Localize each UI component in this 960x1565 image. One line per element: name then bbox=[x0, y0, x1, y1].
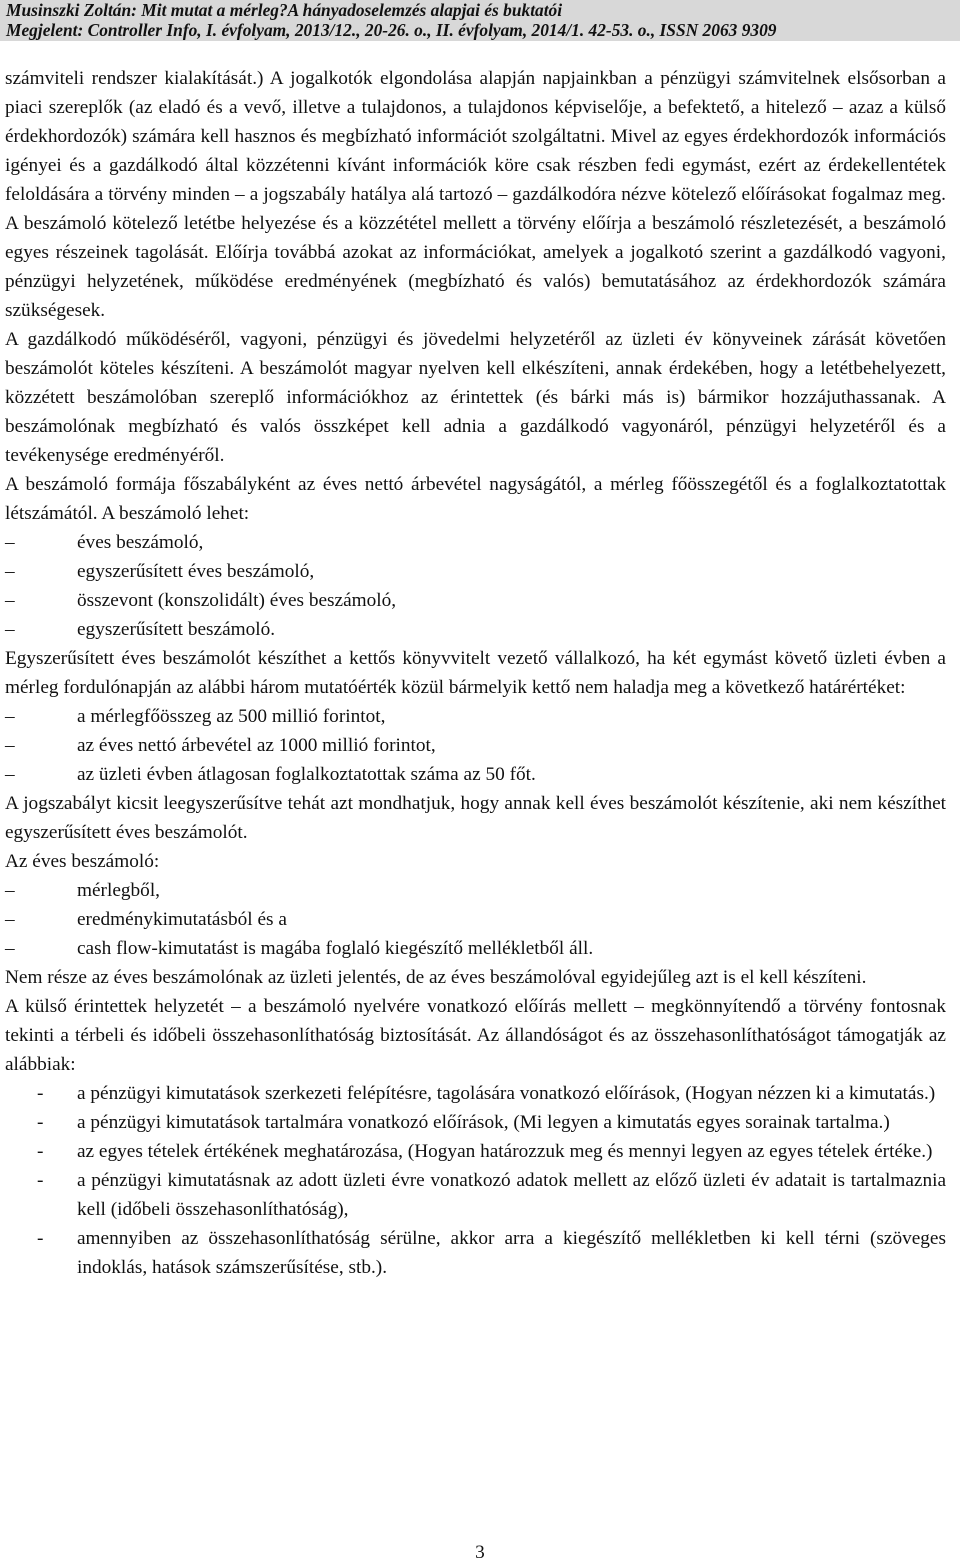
list-item bbox=[5, 731, 946, 760]
hyphen-bullet: - bbox=[37, 1083, 44, 1104]
list-item bbox=[5, 1079, 946, 1108]
list-item-text: a mérlegfőösszeg az 500 millió forintot, bbox=[77, 706, 386, 727]
hyphen-bullet: - bbox=[37, 1228, 44, 1249]
list-item bbox=[5, 1108, 946, 1137]
dash-bullet: – bbox=[5, 880, 15, 901]
list-item bbox=[5, 905, 946, 934]
hyphen-bullet: - bbox=[37, 1112, 44, 1133]
dash-bullet: – bbox=[5, 764, 15, 785]
comparability-list bbox=[5, 1079, 946, 1282]
dash-bullet: – bbox=[5, 706, 15, 727]
list-item-text: éves beszámoló, bbox=[77, 532, 204, 553]
header-citation-title: Musinszki Zoltán: Mit mutat a mérleg?A hányadoselemzés alapjai és buktatói bbox=[6, 0, 563, 20]
list-item bbox=[5, 1137, 946, 1166]
header-citation-publication: Megjelent: Controller Info, I. évfolyam, 2013/12., 20-26. o., II. évfolyam, 2014/1. 42-53. o., ISSN 2063 9309 bbox=[6, 20, 777, 40]
list-item bbox=[5, 760, 946, 789]
paragraph-3: A beszámoló formája főszabályként az éves nettó árbevétel nagyságától, a mérleg főösszegétől és a foglalkoztatottak létszámától. A beszámoló lehet: bbox=[5, 474, 946, 524]
document-body bbox=[5, 64, 946, 1282]
paragraph-2: A gazdálkodó működéséről, vagyoni, pénzügyi és jövedelmi helyzetéről az üzleti év könyveinek zárását követően beszámolót köteles készíteni. A beszámolót magyar nyelven kell elkészíteni, annak érdekében, hogy a letétbehelyezett, közzétett beszámolóban szereplő információkhoz az érintettek (és bárki más is) bármikor hozzájuthassanak. A beszámolónak megbízható és valós összképet kell adnia a gazdálkodó vagyonáról, pénzügyi helyzetéről és a tevékenysége eredményéről. bbox=[5, 329, 946, 466]
page-number: 3 bbox=[475, 1542, 485, 1563]
dash-bullet: – bbox=[5, 619, 15, 640]
hyphen-bullet: - bbox=[37, 1170, 44, 1191]
list-item bbox=[5, 586, 946, 615]
list-item-text: egyszerűsített beszámoló. bbox=[77, 619, 276, 640]
dash-bullet: – bbox=[5, 532, 15, 553]
list-item-text: eredménykimutatásból és a bbox=[77, 909, 287, 930]
list-item bbox=[5, 702, 946, 731]
list-item bbox=[5, 557, 946, 586]
paragraph-5: A jogszabályt kicsit leegyszerűsítve tehát azt mondhatjuk, hogy annak kell éves beszámolót készítenie, aki nem készíthet egyszerűsített éves beszámolót. bbox=[5, 793, 946, 843]
list-item-text: cash flow-kimutatást is magába foglaló kiegészítő mellékletből áll. bbox=[77, 938, 594, 959]
list-item-text: a pénzügyi kimutatásnak az adott üzleti évre vonatkozó adatok mellett az előző üzleti év adatait is tartalmaznia kell (időbeli összehasonlíthatóság), bbox=[77, 1170, 946, 1220]
paragraph-4: Egyszerűsített éves beszámolót készíthet a kettős könyvvitelt vezető vállalkozó, ha két egymást követő üzleti évben a mérleg fordulónapján az alábbi három mutatóérték közül bármelyik kettő nem haladja meg a következő határértéket: bbox=[5, 648, 946, 698]
list-item bbox=[5, 1224, 946, 1282]
list-item bbox=[5, 615, 946, 644]
list-item-text: mérlegből, bbox=[77, 880, 160, 901]
dash-bullet: – bbox=[5, 561, 15, 582]
list-item-text: egyszerűsített éves beszámoló, bbox=[77, 561, 315, 582]
dash-bullet: – bbox=[5, 590, 15, 611]
list-item-text: az üzleti évben átlagosan foglalkoztatottak száma az 50 főt. bbox=[77, 764, 536, 785]
annual-report-parts-list bbox=[5, 876, 946, 963]
paragraph-7: Nem része az éves beszámolónak az üzleti jelentés, de az éves beszámolóval egyidejűleg azt is el kell készíteni. bbox=[5, 967, 867, 988]
list-item-text: az éves nettó árbevétel az 1000 millió forintot, bbox=[77, 735, 436, 756]
dash-bullet: – bbox=[5, 735, 15, 756]
list-item-text: a pénzügyi kimutatások tartalmára vonatkozó előírások, (Mi legyen a kimutatás egyes sorainak tartalma.) bbox=[77, 1112, 890, 1133]
dash-bullet: – bbox=[5, 938, 15, 959]
paragraph-1: számviteli rendszer kialakítását.) A jogalkotók elgondolása alapján napjainkban a pénzügyi számvitelnek elsősorban a piaci szereplők (az eladó és a vevő, illetve a tulajdonos, a tulajdonos képviselője, a befektető, a hitelező – azaz a külső érdekhordozók) számára kell hasznos és megbízható információt szolgáltatni. Mivel az egyes érdekhordozók információs igényei és a gazdálkodó által közzétenni kívánt információk köre csak részben fedi egymást, ezért az érdekellentétek feloldására a törvény minden – a jogszabály hatálya alá tartozó – gazdálkodóra nézve kötelező előírásokat fogalmaz meg. A beszámoló kötelező letétbe helyezése és a közzététel mellett a törvény előírja a beszámoló részletezését, a beszámoló egyes részeinek tagolását. Előírja továbbá azokat az információkat, amelyek a jogalkotó szerint a gazdálkodó vagyoni, pénzügyi helyzetének, működése eredményének (megbízható és valós) bemutatásához az érdekhordozók számára szükségesek. bbox=[5, 68, 946, 321]
list-item bbox=[5, 876, 946, 905]
list-item-text: összevont (konszolidált) éves beszámoló, bbox=[77, 590, 397, 611]
list-item bbox=[5, 528, 946, 557]
report-types-list bbox=[5, 528, 946, 644]
list-item bbox=[5, 1166, 946, 1224]
hyphen-bullet: - bbox=[37, 1141, 44, 1162]
list-item-text: az egyes tételek értékének meghatározása, (Hogyan határozzuk meg és mennyi legyen az egyes tételek értéke.) bbox=[77, 1141, 933, 1162]
dash-bullet: – bbox=[5, 909, 15, 930]
document-header bbox=[0, 0, 960, 41]
threshold-list bbox=[5, 702, 946, 789]
list-item bbox=[5, 934, 946, 963]
list-item-text: amennyiben az összehasonlíthatóság sérülne, akkor arra a kiegészítő mellékletben ki kell térni (szöveges indoklás, hatások számszerűsítése, stb.). bbox=[77, 1228, 946, 1278]
list-item-text: a pénzügyi kimutatások szerkezeti felépítésre, tagolására vonatkozó előírások, (Hogyan nézzen ki a kimutatás.) bbox=[77, 1083, 936, 1104]
paragraph-8: A külső érintettek helyzetét – a beszámoló nyelvére vonatkozó előírás mellett – megkönnyítendő a törvény fontosnak tekinti a térbeli és időbeli összehasonlíthatóság biztosítását. Az állandóságot és az összehasonlíthatóságot támogatják az alábbiak: bbox=[5, 996, 946, 1075]
paragraph-6: Az éves beszámoló: bbox=[5, 851, 160, 872]
